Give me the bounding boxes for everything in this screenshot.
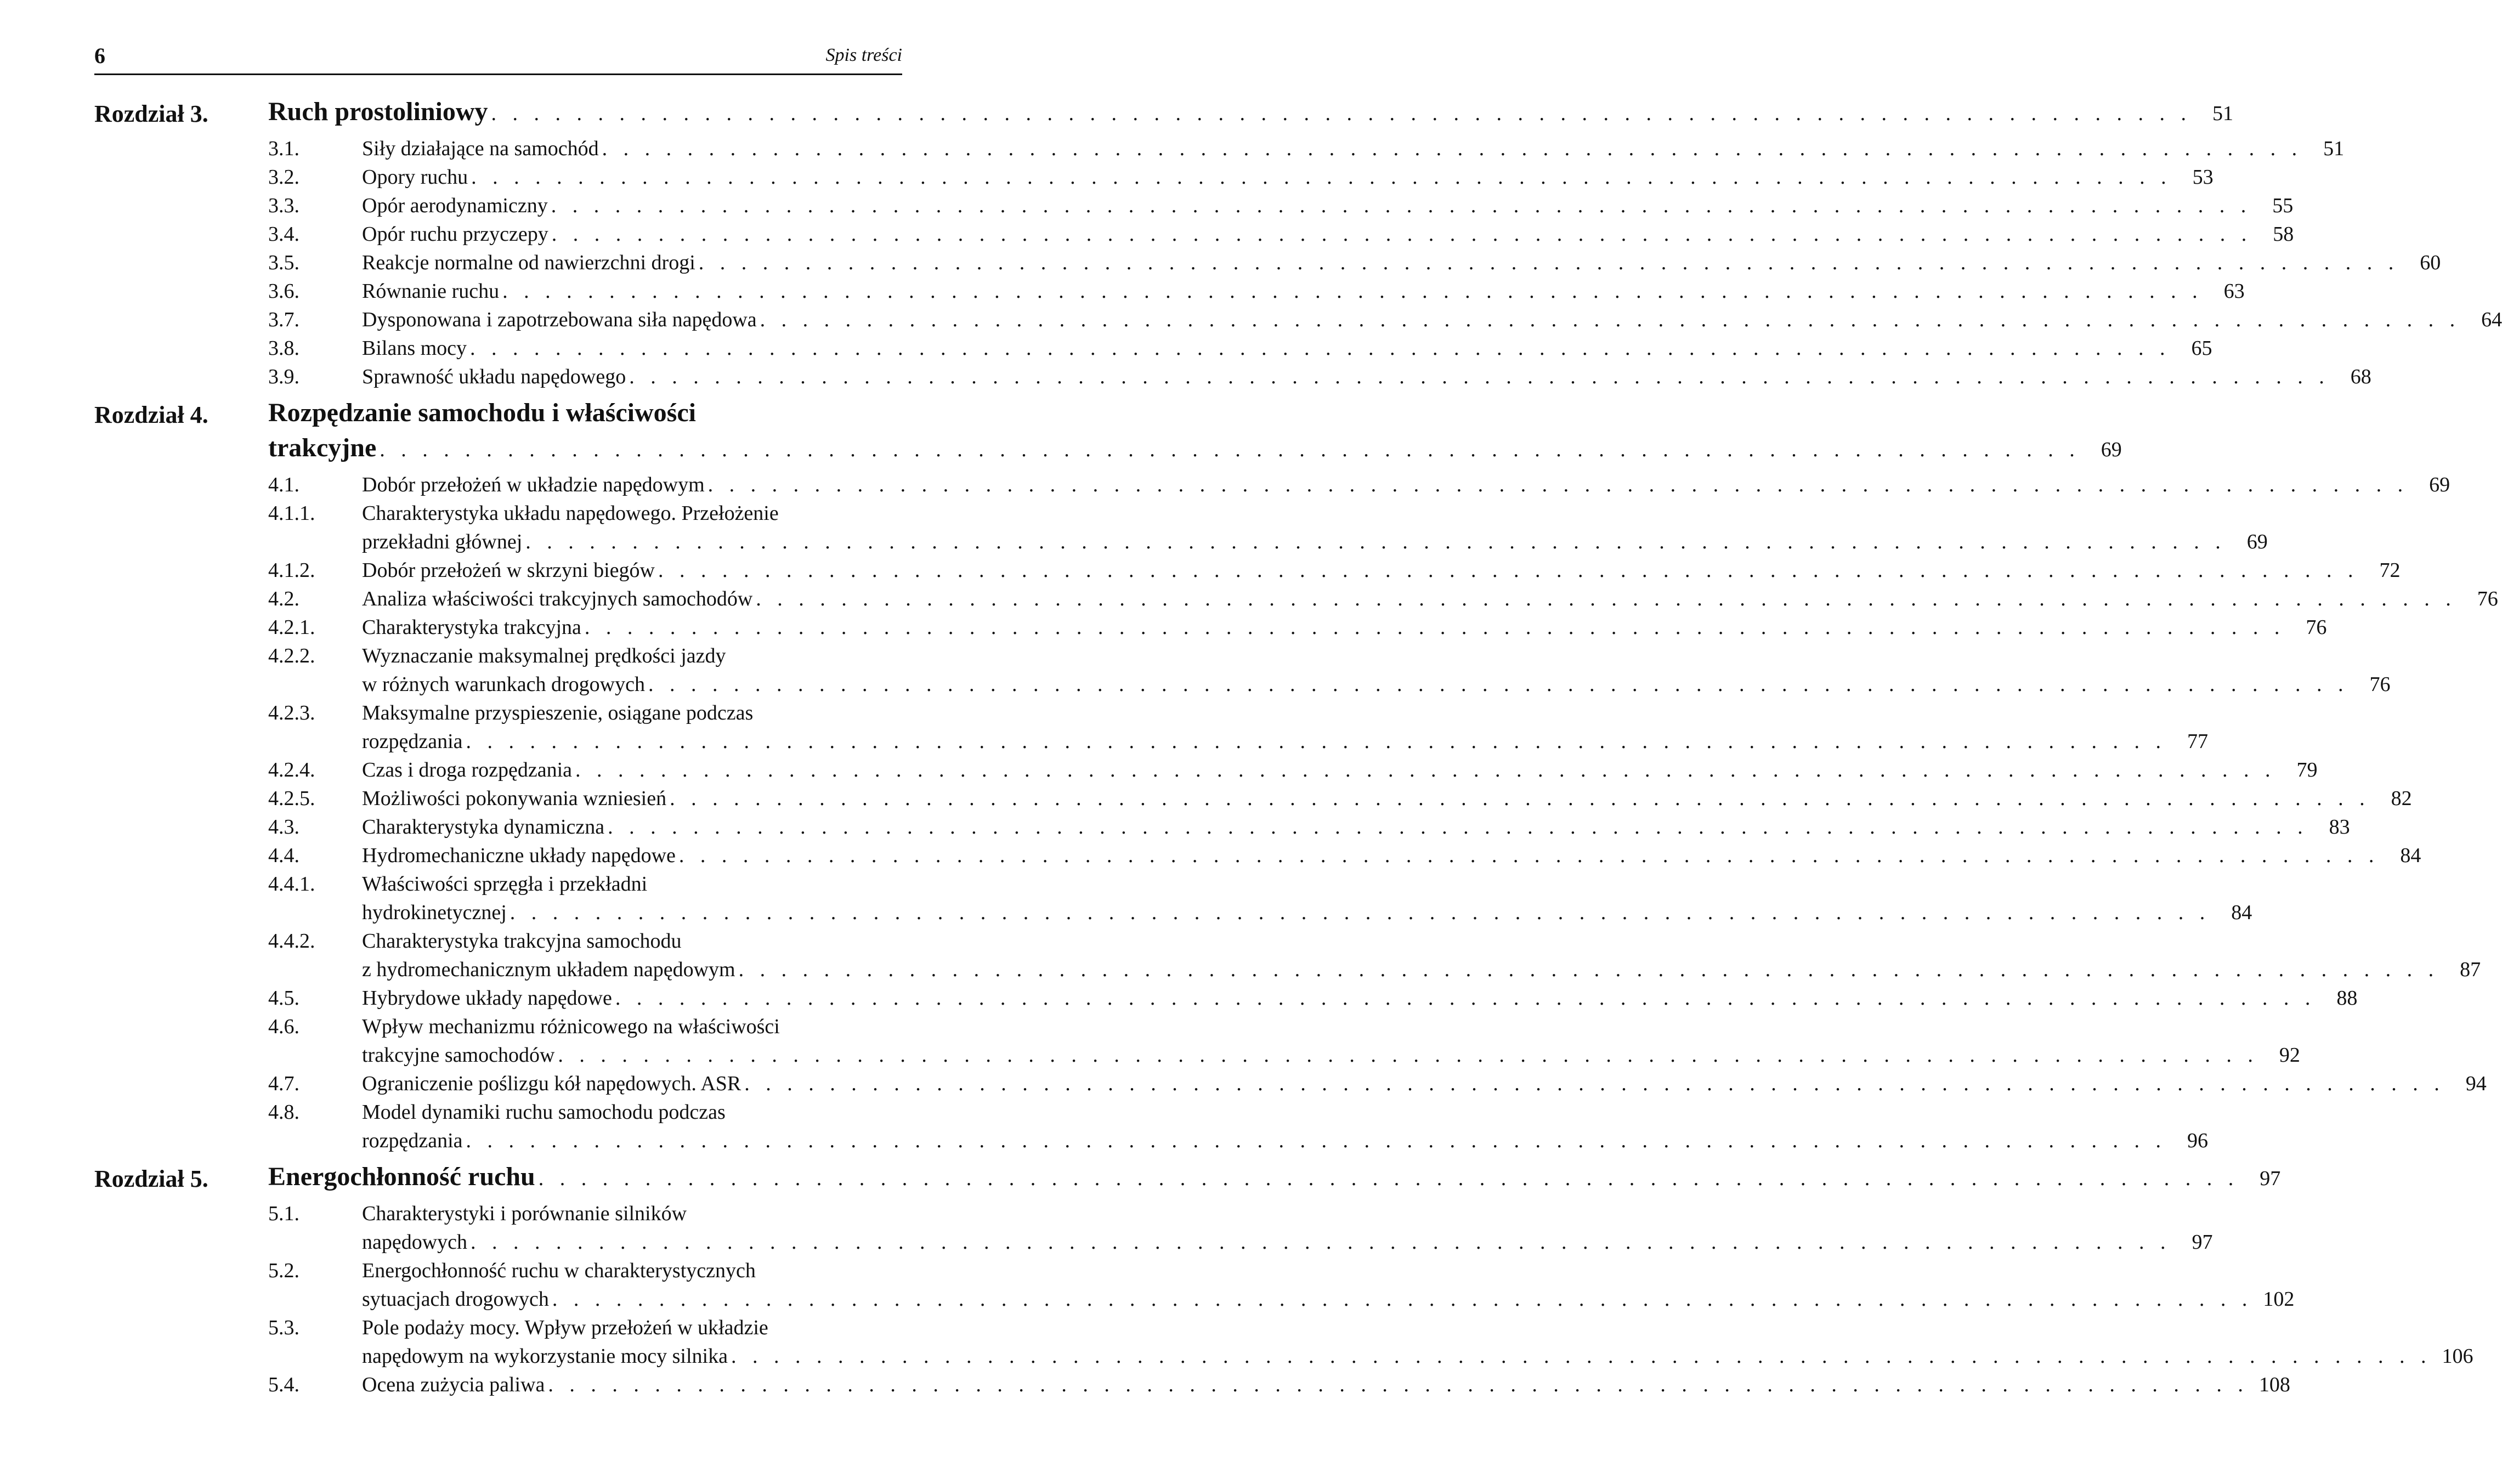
section-page-number: 83	[2329, 815, 2350, 839]
section-title-line	[362, 670, 2391, 699]
section-entry	[94, 334, 2212, 362]
section-title-line	[362, 1313, 902, 1342]
section-title-line	[362, 362, 2371, 391]
dot-leader: . . . . . . . . . . . . . . . . . . . . . . . . . . . . . . . . . . . . . . . . . . . . . . . . . . . . . . . . . . . . . . . . . . . . . . . . . . . . . . . .	[575, 758, 2276, 781]
section-title-text: hydrokinetycznej	[362, 901, 507, 924]
section-title-line	[362, 1199, 902, 1228]
section-number: 4.2.4.	[268, 758, 315, 781]
section-page-number: 63	[2223, 280, 2245, 303]
section-entry	[94, 1199, 2213, 1256]
section-entry	[94, 499, 2268, 556]
section-title-line	[362, 220, 2294, 248]
section-number: 3.9.	[268, 365, 299, 388]
section-title-line	[362, 613, 2327, 642]
dot-leader: . . . . . . . . . . . . . . . . . . . . . . . . . . . . . . . . . . . . . . . . . . . . . . . . . . . . . . . . . . . . . . . . . . . . . . . . . . . . . . . .	[678, 844, 2380, 867]
section-number: 4.1.2.	[268, 559, 315, 582]
dot-leader: . . . . . . . . . . . . . . . . . . . . . . . . . . . . . . . . . . . . . . . . . . . . . . . . . . . . . . . . . . . . . . . . . . . . . . . . . . . . . . . .	[707, 473, 2409, 496]
section-number: 3.4.	[268, 223, 299, 246]
section-title-text: Maksymalne przyspieszenie, osiągane podczas	[362, 701, 754, 724]
section-number: 3.6.	[268, 280, 299, 303]
section-title-text: napędowym na wykorzystanie mocy silnika	[362, 1345, 728, 1368]
section-title-text: Ograniczenie poślizgu kół napędowych. ASR	[362, 1072, 741, 1095]
dot-leader: . . . . . . . . . . . . . . . . . . . . . . . . . . . . . . . . . . . . . . . . . . . . . . . . . . . . . . . . . . . . . . . . . . . . . . . . . . . . . . . .	[629, 365, 2330, 388]
section-entry	[94, 756, 2318, 784]
dot-leader: . . . . . . . . . . . . . . . . . . . . . . . . . . . . . . . . . . . . . . . . . . . . . . . . . . . . . . . . . . . . . . . . . . . . . . . . . . . . . . . .	[502, 280, 2203, 303]
section-number: 3.1.	[268, 137, 299, 160]
section-title-line	[362, 556, 2401, 585]
section-title-line	[362, 756, 2318, 784]
section-title-line	[362, 1069, 2487, 1098]
chapter-title-line	[268, 94, 2234, 131]
section-title-line	[362, 277, 2245, 305]
dot-leader: . . . . . . . . . . . . . . . . . . . . . . . . . . . . . . . . . . . . . . . . . . . . . . . . . . . . . . . . . . . . . . . . . . . . . . . . . . . . . . . .	[551, 194, 2252, 217]
dot-leader: . . . . . . . . . . . . . . . . . . . . . . . . . . . . . . . . . . . . . . . . . . . . . . . . . . . . . . . . . . . . . . . . . . . . . . . . . . . . . . . .	[525, 530, 2226, 553]
section-title-line	[362, 927, 902, 955]
section-page-number: 87	[2460, 958, 2481, 981]
section-title-text: Reakcje normalne od nawierzchni drogi	[362, 251, 695, 274]
section-title-line	[362, 1285, 2295, 1313]
section-number: 3.8.	[268, 337, 299, 360]
section-number: 4.6.	[268, 1015, 299, 1038]
section-title-line	[362, 1098, 902, 1126]
section-number: 5.3.	[268, 1316, 299, 1339]
section-title-line	[362, 1126, 2209, 1155]
dot-leader: . . . . . . . . . . . . . . . . . . . . . . . . . . . . . . . . . . . . . . . . . . . . . . . . . . . . . . . . . . . . . . . . . . . . . . . . . . . . . . . .	[491, 102, 2192, 125]
section-number: 5.4.	[268, 1373, 299, 1396]
section-title-line	[362, 699, 902, 727]
section-number: 4.2.1.	[268, 616, 315, 639]
section-page-number: 65	[2191, 337, 2212, 360]
section-number: 4.7.	[268, 1072, 299, 1095]
section-number: 3.2.	[268, 166, 299, 189]
section-title-text: Energochłonność ruchu w charakterystycznych	[362, 1259, 756, 1282]
page-header	[94, 43, 902, 71]
chapter-title-text: Rozpędzanie samochodu i właściwości	[268, 398, 696, 427]
section-entry	[94, 813, 2350, 841]
section-title-text: Dobór przełożeń w układzie napędowym	[362, 473, 705, 496]
section-title-line	[362, 727, 2209, 756]
section-page-number: 69	[2246, 530, 2268, 553]
section-page-number: 76	[2477, 587, 2498, 610]
dot-leader: . . . . . . . . . . . . . . . . . . . . . . . . . . . . . . . . . . . . . . . . . . . . . . . . . . . . . . . . . . . . . . . . . . . . . . . . . . . . . . . .	[608, 815, 2308, 839]
section-entry	[94, 220, 2294, 248]
section-title-line	[362, 1256, 902, 1285]
dot-leader: . . . . . . . . . . . . . . . . . . . . . . . . . . . . . . . . . . . . . . . . . . . . . . . . . . . . . . . . . . . . . . . . . . . . . . . . . . . . . . . .	[552, 1288, 2253, 1311]
section-title-line	[362, 134, 2345, 163]
dot-leader: . . . . . . . . . . . . . . . . . . . . . . . . . . . . . . . . . . . . . . . . . . . . . . . . . . . . . . . . . . . . . . . . . . . . . . . . . . . . . . . .	[510, 901, 2211, 924]
section-title-text: Ocena zużycia paliwa	[362, 1373, 545, 1396]
section-page-number: 82	[2391, 787, 2412, 810]
section-title-line	[362, 1370, 2290, 1399]
section-title-text: Charakterystyka dynamiczna	[362, 815, 605, 839]
section-title-text: rozpędzania	[362, 730, 463, 753]
section-entry	[94, 699, 2209, 756]
section-page-number: 108	[2258, 1373, 2290, 1396]
section-page-number: 106	[2442, 1345, 2473, 1368]
dot-leader: . . . . . . . . . . . . . . . . . . . . . . . . . . . . . . . . . . . . . . . . . . . . . . . . . . . . . . . . . . . . . . . . . . . . . . . . . . . . . . . .	[538, 1167, 2239, 1190]
section-number: 4.1.1.	[268, 502, 315, 525]
dot-leader: . . . . . . . . . . . . . . . . . . . . . . . . . . . . . . . . . . . . . . . . . . . . . . . . . . . . . . . . . . . . . . . . . . . . . . . . . . . . . . . .	[470, 337, 2171, 360]
section-title-text: Model dynamiki ruchu samochodu podczas	[362, 1101, 726, 1124]
section-number: 3.7.	[268, 308, 299, 331]
dot-leader: . . . . . . . . . . . . . . . . . . . . . . . . . . . . . . . . . . . . . . . . . . . . . . . . . . . . . . . . . . . . . . . . . . . . . . . . . . . . . . . .	[698, 251, 2399, 274]
dot-leader: . . . . . . . . . . . . . . . . . . . . . . . . . . . . . . . . . . . . . . . . . . . . . . . . . . . . . . . . . . . . . . . . . . . . . . . . . . . . . . . .	[648, 673, 2349, 696]
dot-leader: . . . . . . . . . . . . . . . . . . . . . . . . . . . . . . . . . . . . . . . . . . . . . . . . . . . . . . . . . . . . . . . . . . . . . . . . . . . . . . . .	[471, 1231, 2171, 1254]
section-number: 4.1.	[268, 473, 299, 496]
chapter-title-text: trakcyjne	[268, 433, 377, 462]
section-number: 4.4.	[268, 844, 299, 867]
section-entry	[94, 305, 2502, 334]
section-number: 5.1.	[268, 1202, 299, 1225]
chapter-label: Rozdział 5.	[94, 1165, 208, 1192]
section-page-number: 69	[2429, 473, 2450, 496]
section-title-line	[362, 1041, 2300, 1069]
section-title-text: sytuacjach drogowych	[362, 1288, 549, 1311]
section-title-line	[362, 642, 902, 670]
section-title-line	[362, 248, 2441, 277]
section-entry	[94, 277, 2245, 305]
chapter-entry	[94, 1159, 2281, 1196]
section-title-text: Charakterystyka trakcyjna samochodu	[362, 930, 682, 953]
section-title-line	[362, 1228, 2213, 1256]
section-entry	[94, 191, 2294, 220]
section-number: 4.2.3.	[268, 701, 315, 724]
section-title-text: Możliwości pokonywania wzniesień	[362, 787, 667, 810]
dot-leader: . . . . . . . . . . . . . . . . . . . . . . . . . . . . . . . . . . . . . . . . . . . . . . . . . . . . . . . . . . . . . . . . . . . . . . . . . . . . . . . .	[558, 1044, 2258, 1067]
section-number: 4.4.1.	[268, 873, 315, 896]
section-entry	[94, 927, 2481, 984]
section-number: 4.5.	[268, 987, 299, 1010]
chapter-label: Rozdział 4.	[94, 401, 208, 428]
section-title-line	[362, 1342, 2473, 1370]
section-title-line	[362, 870, 902, 898]
section-page-number: 76	[2369, 673, 2391, 696]
dot-leader: . . . . . . . . . . . . . . . . . . . . . . . . . . . . . . . . . . . . . . . . . . . . . . . . . . . . . . . . . . . . . . . . . . . . . . . . . . . . . . . .	[551, 223, 2252, 246]
section-title-line	[362, 898, 2252, 927]
dot-leader: . . . . . . . . . . . . . . . . . . . . . . . . . . . . . . . . . . . . . . . . . . . . . . . . . . . . . . . . . . . . . . . . . . . . . . . . . . . . . . . .	[738, 958, 2439, 981]
section-title-text: Sprawność układu napędowego	[362, 365, 626, 388]
section-entry	[94, 1370, 2290, 1399]
section-title-line	[362, 528, 2268, 556]
section-title-text: Charakterystyka układu napędowego. Przełożenie	[362, 502, 779, 525]
dot-leader: . . . . . . . . . . . . . . . . . . . . . . . . . . . . . . . . . . . . . . . . . . . . . . . . . . . . . . . . . . . . . . . . . . . . . . . . . . . . . . . .	[615, 987, 2316, 1010]
dot-leader: . . . . . . . . . . . . . . . . . . . . . . . . . . . . . . . . . . . . . . . . . . . . . . . . . . . . . . . . . . . . . . . . . . . . . . . . . . . . . . . .	[602, 137, 2303, 160]
section-title-text: napędowych	[362, 1231, 468, 1254]
dot-leader: . . . . . . . . . . . . . . . . . . . . . . . . . . . . . . . . . . . . . . . . . . . . . . . . . . . . . . . . . . . . . . . . . . . . . . . . . . . . . . . .	[760, 308, 2461, 331]
section-title-text: Analiza właściwości trakcyjnych samochodów	[362, 587, 753, 610]
section-title-text: z hydromechanicznym układem napędowym	[362, 958, 735, 981]
section-title-line	[362, 813, 2350, 841]
section-page-number: 97	[2192, 1231, 2213, 1254]
section-entry	[94, 163, 2214, 191]
section-number: 5.2.	[268, 1259, 299, 1282]
dot-leader: . . . . . . . . . . . . . . . . . . . . . . . . . . . . . . . . . . . . . . . . . . . . . . . . . . . . . . . . . . . . . . . . . . . . . . . . . . . . . . . .	[670, 787, 2370, 810]
section-title-line	[362, 334, 2212, 362]
section-title-text: Czas i droga rozpędzania	[362, 758, 572, 781]
section-page-number: 55	[2272, 194, 2294, 217]
chapter-title-text: Energochłonność ruchu	[268, 1162, 535, 1191]
section-number: 4.2.5.	[268, 787, 315, 810]
dot-leader: . . . . . . . . . . . . . . . . . . . . . . . . . . . . . . . . . . . . . . . . . . . . . . . . . . . . . . . . . . . . . . . . . . . . . . . . . . . . . . . .	[466, 730, 2167, 753]
section-entry	[94, 870, 2252, 927]
section-number: 4.2.	[268, 587, 299, 610]
section-title-text: Pole podaży mocy. Wpływ przełożeń w układzie	[362, 1316, 768, 1339]
section-page-number: 60	[2420, 251, 2441, 274]
section-page-number: 76	[2306, 616, 2327, 639]
section-title-text: Dysponowana i zapotrzebowana siła napędowa	[362, 308, 757, 331]
section-page-number: 64	[2481, 308, 2502, 331]
dot-leader: . . . . . . . . . . . . . . . . . . . . . . . . . . . . . . . . . . . . . . . . . . . . . . . . . . . . . . . . . . . . . . . . . . . . . . . . . . . . . . . .	[584, 616, 2285, 639]
section-entry	[94, 841, 2421, 870]
section-title-text: Wpływ mechanizmu różnicowego na właściwości	[362, 1015, 780, 1038]
section-title-text: trakcyjne samochodów	[362, 1044, 555, 1067]
section-title-text: Opory ruchu	[362, 166, 468, 189]
section-page-number: 92	[2279, 1044, 2300, 1067]
section-page-number: 84	[2400, 844, 2421, 867]
section-number: 4.2.2.	[268, 644, 315, 667]
section-entry	[94, 471, 2450, 499]
page-number: 6	[94, 43, 105, 68]
chapter-page-number: 69	[2101, 438, 2122, 461]
chapter-label: Rozdział 3.	[94, 100, 208, 127]
dot-leader: . . . . . . . . . . . . . . . . . . . . . . . . . . . . . . . . . . . . . . . . . . . . . . . . . . . . . . . . . . . . . . . . . . . . . . . . . . . . . . . .	[731, 1345, 2432, 1368]
section-page-number: 79	[2296, 758, 2318, 781]
chapter-title-line	[268, 395, 902, 431]
section-title-text: Opór ruchu przyczepy	[362, 223, 548, 246]
section-title-text: Charakterystyka trakcyjna	[362, 616, 581, 639]
section-title-text: w różnych warunkach drogowych	[362, 673, 645, 696]
chapter-title-line	[268, 1159, 2281, 1196]
section-title-line	[362, 163, 2214, 191]
section-entry	[94, 134, 2345, 163]
section-title-line	[362, 984, 2358, 1012]
section-entry	[94, 1069, 2487, 1098]
dot-leader: . . . . . . . . . . . . . . . . . . . . . . . . . . . . . . . . . . . . . . . . . . . . . . . . . . . . . . . . . . . . . . . . . . . . . . . . . . . . . . . .	[744, 1072, 2445, 1095]
section-page-number: 51	[2323, 137, 2345, 160]
section-number: 4.3.	[268, 815, 299, 839]
section-entry	[94, 1012, 2300, 1069]
dot-leader: . . . . . . . . . . . . . . . . . . . . . . . . . . . . . . . . . . . . . . . . . . . . . . . . . . . . . . . . . . . . . . . . . . . . . . . . . . . . . . . .	[380, 438, 2080, 461]
dot-leader: . . . . . . . . . . . . . . . . . . . . . . . . . . . . . . . . . . . . . . . . . . . . . . . . . . . . . . . . . . . . . . . . . . . . . . . . . . . . . . . .	[471, 166, 2172, 189]
section-entry	[94, 984, 2358, 1012]
section-title-text: przekładni głównej	[362, 530, 523, 553]
section-page-number: 88	[2336, 987, 2358, 1010]
section-entry	[94, 613, 2327, 642]
section-page-number: 72	[2379, 559, 2401, 582]
section-entry	[94, 642, 2391, 699]
section-entry	[94, 1098, 2209, 1155]
section-page-number: 96	[2187, 1129, 2209, 1152]
section-title-line	[362, 1012, 902, 1041]
section-title-text: Hybrydowe układy napędowe	[362, 987, 612, 1010]
section-page-number: 68	[2350, 365, 2371, 388]
table-of-contents	[94, 92, 2502, 1399]
section-entry	[94, 248, 2441, 277]
section-entry	[94, 362, 2371, 391]
chapter-title-text: Ruch prostoliniowy	[268, 97, 488, 126]
chapter-title-line	[268, 431, 2122, 467]
chapter-entry	[94, 94, 2234, 131]
running-title: Spis treści	[825, 45, 902, 65]
section-title-text: Dobór przełożeń w skrzyni biegów	[362, 559, 655, 582]
dot-leader: . . . . . . . . . . . . . . . . . . . . . . . . . . . . . . . . . . . . . . . . . . . . . . . . . . . . . . . . . . . . . . . . . . . . . . . . . . . . . . . .	[548, 1373, 2249, 1396]
section-title-text: rozpędzania	[362, 1129, 463, 1152]
section-title-line	[362, 305, 2502, 334]
section-title-text: Właściwości sprzęgła i przekładni	[362, 873, 648, 896]
section-title-line	[362, 499, 902, 528]
section-title-line	[362, 784, 2412, 813]
section-page-number: 58	[2273, 223, 2294, 246]
section-page-number: 84	[2231, 901, 2252, 924]
dot-leader: . . . . . . . . . . . . . . . . . . . . . . . . . . . . . . . . . . . . . . . . . . . . . . . . . . . . . . . . . . . . . . . . . . . . . . . . . . . . . . . .	[756, 587, 2456, 610]
section-entry	[94, 585, 2498, 613]
section-title-text: Równanie ruchu	[362, 280, 500, 303]
section-entry	[94, 1256, 2295, 1313]
dot-leader: . . . . . . . . . . . . . . . . . . . . . . . . . . . . . . . . . . . . . . . . . . . . . . . . . . . . . . . . . . . . . . . . . . . . . . . . . . . . . . . .	[466, 1129, 2167, 1152]
dot-leader: . . . . . . . . . . . . . . . . . . . . . . . . . . . . . . . . . . . . . . . . . . . . . . . . . . . . . . . . . . . . . . . . . . . . . . . . . . . . . . . .	[658, 559, 2359, 582]
section-number: 3.3.	[268, 194, 299, 217]
section-page-number: 53	[2192, 166, 2214, 189]
section-title-text: Wyznaczanie maksymalnej prędkości jazdy	[362, 644, 726, 667]
section-title-text: Charakterystyki i porównanie silników	[362, 1202, 687, 1225]
section-title-text: Opór aerodynamiczny	[362, 194, 548, 217]
section-number: 4.8.	[268, 1101, 299, 1124]
section-page-number: 102	[2263, 1288, 2295, 1311]
chapter-page-number: 51	[2212, 102, 2234, 125]
section-entry	[94, 556, 2401, 585]
section-entry	[94, 1313, 2473, 1370]
header-rule	[94, 73, 902, 75]
section-title-line	[362, 585, 2498, 613]
chapter-page-number: 97	[2260, 1167, 2281, 1190]
section-entry	[94, 784, 2412, 813]
section-title-line	[362, 471, 2450, 499]
section-page-number: 77	[2187, 730, 2209, 753]
section-page-number: 94	[2465, 1072, 2487, 1095]
section-title-line	[362, 955, 2481, 984]
section-number: 4.4.2.	[268, 930, 315, 953]
section-title-text: Hydromechaniczne układy napędowe	[362, 844, 676, 867]
chapter-entry	[94, 395, 2122, 467]
section-title-text: Siły działające na samochód	[362, 137, 599, 160]
section-title-text: Bilans mocy	[362, 337, 467, 360]
section-number: 3.5.	[268, 251, 299, 274]
section-title-line	[362, 191, 2294, 220]
section-title-line	[362, 841, 2421, 870]
